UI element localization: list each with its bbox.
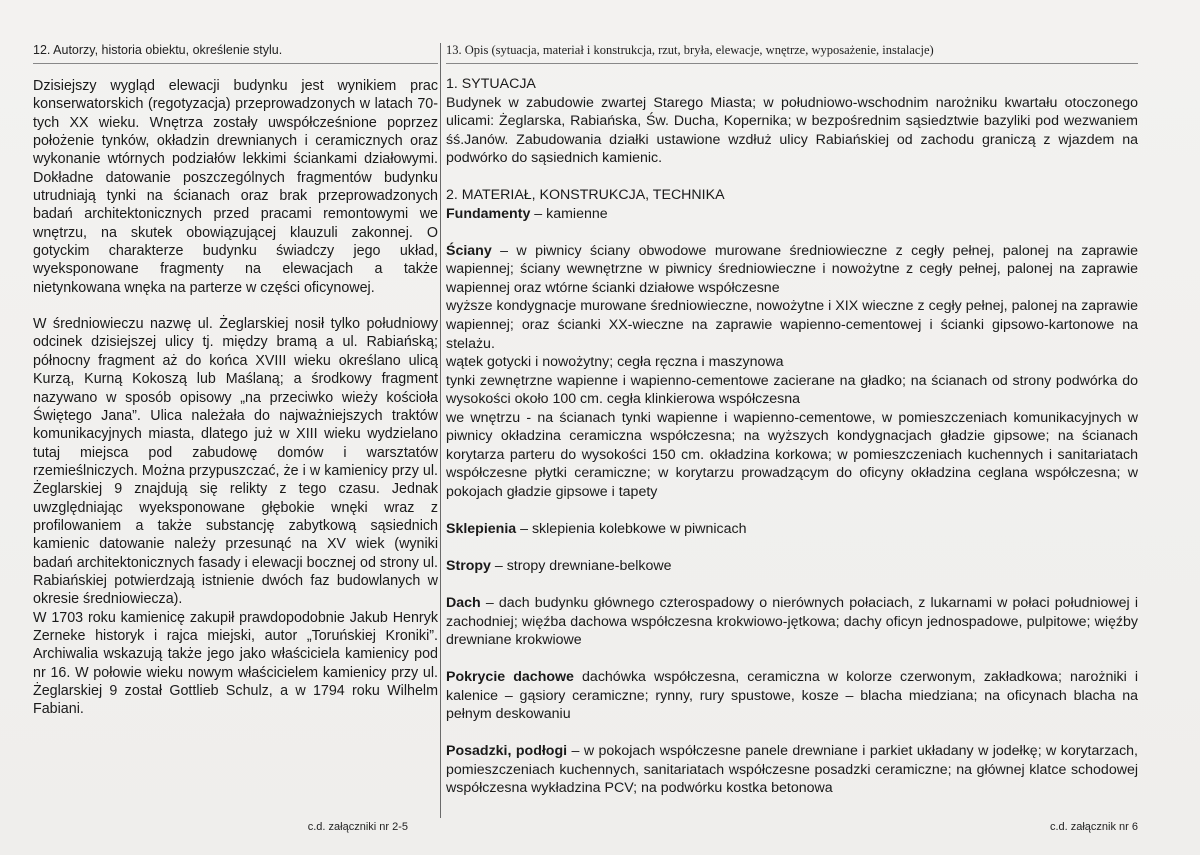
left-body <box>33 77 438 719</box>
left-footer: c.d. załączniki nr 2-5 <box>307 821 408 833</box>
left-column <box>33 43 438 833</box>
left-paragraph-1: Dzisiejszy wygląd elewacji budynku jest wynikiem prac konserwatorskich (regotyzacja) przeprowadzonych w latach 70-tych XX wieku. Wnętrza zostały uwspółcześnione poprzez położenie tynków, okładzin drewnianych i ceramicznych oraz wykonanie wtórnych podziałów lekkimi ściankami działowymi. Dokładne datowanie poszczególnych fragmentów budynku utrudniają tynki na ścianach oraz brak przeprowadzonych badań architektonicznych przed pracami remontowymi we wnętrzu, na skutek obowiązującej klauzuli zakonnej. O gotyckim charakterze budynku świadczy jego układ, wyeksponowane fragmenty na elewacjach a także nietynkowana wnęka na parterze w części oficynowej. <box>33 78 438 296</box>
dach-entry <box>446 594 1138 650</box>
sklepienia-label: Sklepienia <box>446 520 517 537</box>
dach-label: Dach <box>446 595 481 612</box>
pokrycie-entry <box>446 668 1138 724</box>
sytuacja-title: 1. SYTUACJA <box>446 76 536 92</box>
sklepienia-entry <box>446 520 1138 539</box>
sciany-label: Ściany <box>446 242 492 259</box>
stropy-label: Stropy <box>446 558 491 575</box>
sciany-line-4: tynki zewnętrzne wapienne i wapienno-cementowe zacierane na gładko; na ścianach od strony podwórka do wysokości około 100 cm. cegła klinkierowa współczesna <box>446 372 1138 408</box>
fundamenty-label: Fundamenty <box>446 205 531 222</box>
posadzki-entry <box>446 742 1138 798</box>
posadzki-label: Posadzki, podłogi <box>446 743 568 760</box>
right-column <box>446 43 1138 833</box>
sciany-line-2: wyższe kondygnacje murowane średniowieczne, nowożytne i XIX wieczne z cegły pełnej, palonej na zaprawie wapiennej; oraz ścianki XX-wieczne na zaprawie wapienno-cementowej i ścianki gipsowo-kartonowe na stelażu. <box>446 298 1138 352</box>
sciany-entry <box>446 242 1138 298</box>
right-section-header: 13. Opis (sytuacja, materiał i konstrukcja, rzut, bryła, elewacje, wnętrze, wyposażenie, instalacje) <box>446 43 934 57</box>
dach-text: – dach budynku głównego czterospadowy o nierównych połaciach, z lukarnami w połaci południowej i zachodniej; więźba dachowa współczesna krokwiowo-jętkowa; dachy oficyn jednospadowe, pulpitowe; więźby drewniane krokwiowe <box>446 595 1138 649</box>
fundamenty-entry <box>446 205 1138 224</box>
left-paragraph-3: W 1703 roku kamienicę zakupił prawdopodobnie Jakub Henryk Zerneke historyk i rajca miejski, autor „Toruńskiej Kroniki”. Archiwalia wskazują także jego jako właściciela kamienicy pod nr 16. W połowie wieku nowym właścicielem kamienicy przy ul. Żeglarskiej 9 został Gottlieb Schulz, a w 1794 roku Wilhelm Fabiani. <box>33 609 438 718</box>
left-section-header: 12. Autorzy, historia obiektu, określenie stylu. <box>33 43 283 57</box>
sciany-line-5: we wnętrzu - na ścianach tynki wapienne i wapienno-cementowe, w pomieszczeniach komunikacyjnych w piwnicy okładzina ceramiczna współczesna; na wyższych kondygnacjach gładzie gipsowe; na ścianach korytarza parteru do wysokości 150 cm. okładzina korkowa; w pomieszczeniach kuchennych i sanitariatach współczesne płytki ceramiczne; w korytarzu prowadzącym do oficyny okładzina ceglana współczesna; w pokojach gładzie gipsowe i tapety <box>446 409 1138 500</box>
left-header-rule <box>33 63 438 64</box>
material-title: 2. MATERIAŁ, KONSTRUKCJA, TECHNIKA <box>446 187 725 204</box>
right-footer: c.d. załącznik nr 6 <box>1049 821 1138 833</box>
posadzki-text: – w pokojach współczesne panele drewniane i parkiet układany w jodełkę; w korytarzach, pomieszczeniach kuchennych, sanitariatach współczesne posadzki ceramiczne; na głównej klatce schodowej współczesna wykładzina PCV; na podwórku kostka betonowa <box>446 743 1138 797</box>
pokrycie-text: dachówka współczesna, ceramiczna w kolorze czerwonym, zakładkowa; narożniki i kalenice – gąsiory ceramiczne; rynny, rury spustowe, kosze – blacha miedziana; na oficynach blacha na pełnym deskowaniu <box>446 669 1138 723</box>
stropy-entry <box>446 557 1138 576</box>
pokrycie-label: Pokrycie dachowe <box>446 669 574 686</box>
right-body <box>446 75 1138 798</box>
column-divider <box>440 43 441 818</box>
sytuacja-text: Budynek w zabudowie zwartej Starego Miasta; w południowo-wschodnim narożniku kwartału otoczonego ulicami: Żeglarska, Rabiańska, Św. Ducha, Kopernika; w bezpośrednim sąsiedztwie bazyliki pod wezwaniem śś.Janów. Zabudowania działki ustawione wzdłuż ulicy Rabiańskiej od zachodu graniczą z wjazdem na podwórko do sąsiednich kamienic. <box>446 94 1138 167</box>
sciany-line-1: – w piwnicy ściany obwodowe murowane średniowieczne z cegły pełnej, palonej na zaprawie wapiennej; ściany wewnętrzne w piwnicy średniowieczne i nowożytne z cegły pełnej, palonej na zaprawie wapiennej oraz wtórne ścianki działowe współczesne <box>446 242 1138 296</box>
left-paragraph-2: W średniowieczu nazwę ul. Żeglarskiej nosił tylko południowy odcinek dzisiejszej ulicy tj. między bramą a ul. Rabiańską; północny fragment aż do końca XVIII wieku określano ulicą Kurzą, Kurną Kokoszą lub Maślaną; a środkowy fragment nazywano w sposób opisowy „na przeciwko wieży kościoła Świętego Jana”. Ulica należała do najważniejszych traktów komunikacyjnych miasta, dlatego już w XIII wieku wydzielano tutaj miejsca pod zabudowę domów i warsztatów rzemieślniczych. Można przypuszczać, że i w kamienicy przy ul. Żeglarskiej 9 znajdują się relikty z tego czasu. Jednak uwzględniając wyeksponowane głębokie wnęki wraz z profilowaniem a także substancję zabytkową sąsiednich kamienic datowanie należy przesunąć na XV wiek (wyniki badań architektonicznych fasady i elewacji bocznej od strony ul. Rabiańskiej potwierdzają istnienie dwóch faz budowlanych w okresie średniowiecza). <box>33 316 438 608</box>
sciany-line-3: wątek gotycki i nowożytny; cegła ręczna i maszynowa <box>446 354 784 371</box>
fundamenty-text: – kamienne <box>530 205 608 222</box>
sklepienia-text: – sklepienia kolebkowe w piwnicach <box>516 520 747 537</box>
stropy-text: – stropy drewniane-belkowe <box>490 558 672 575</box>
right-header-rule <box>446 63 1138 64</box>
